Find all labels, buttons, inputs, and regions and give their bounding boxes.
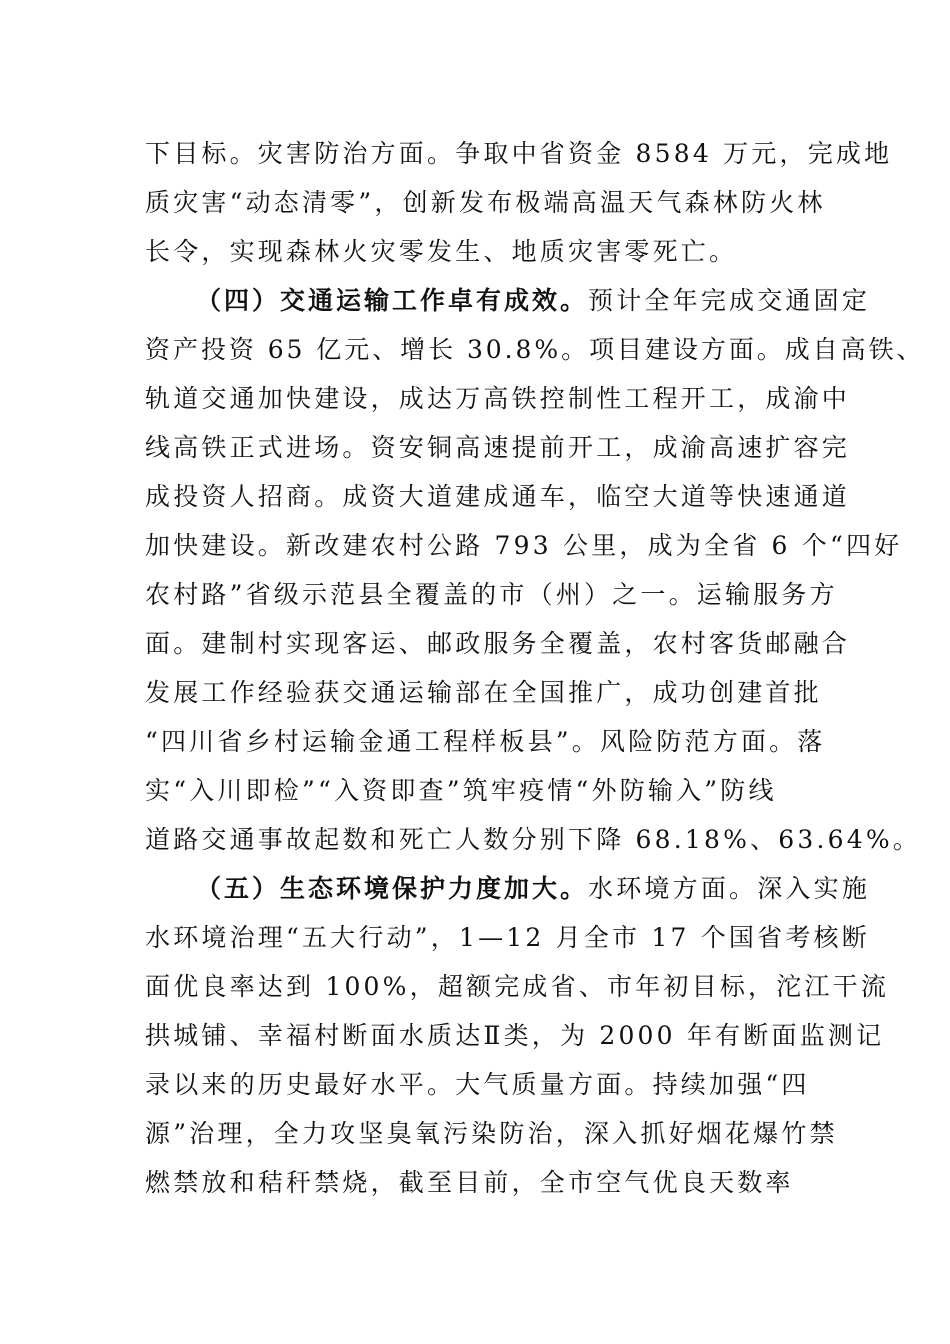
section-4-first-line-text: 预计全年完成交通固定: [588, 286, 871, 315]
section-5-first-line: [196, 869, 870, 909]
text-line: 拱城铺、幸福村断面水质达Ⅱ类，为 2000 年有断面监测记: [145, 1021, 885, 1050]
text-line: 成投资人招商。成资大道建成通车，临空大道等快速通道: [145, 482, 851, 511]
text-line: 实“入川即检”“入资即查”筑牢疫情“外防输入”防线: [145, 776, 777, 805]
section-5-heading: （五）生态环境保护力度加大。: [196, 874, 589, 903]
text-line: 发展工作经验获交通运输部在全国推广，成功创建首批: [145, 678, 822, 707]
section-4-heading: （四）交通运输工作卓有成效。: [196, 286, 589, 315]
section-5-first-line-text: 水环境方面。深入实施: [588, 874, 871, 903]
text-line: 下目标。灾害防治方面。争取中省资金 8584 万元，完成地: [145, 139, 893, 168]
text-line: 录以来的历史最好水平。大气质量方面。持续加强“四: [145, 1070, 810, 1099]
text-line: “四川省乡村运输金通工程样板县”。风险防范方面。落: [145, 727, 826, 756]
text-line: 资产投资 65 亿元、增长 30.8%。项目建设方面。成自高铁、: [145, 335, 925, 364]
text-line: 道路交通事故起数和死亡人数分别下降 68.18%、63.64%。: [145, 825, 921, 854]
text-line: 面优良率达到 100%，超额完成省、市年初目标，沱江干流: [145, 972, 890, 1001]
text-line: 燃禁放和秸秆禁烧，截至目前，全市空气优良天数率: [145, 1168, 794, 1197]
text-line: 源”治理，全力攻坚臭氧污染防治，深入抓好烟花爆竹禁: [145, 1119, 838, 1148]
text-line: 水环境治理“五大行动”，1—12 月全市 17 个国省考核断: [145, 923, 870, 952]
text-line: 质灾害“动态清零”，创新发布极端高温天气森林防火林: [145, 188, 826, 217]
text-line: 轨道交通加快建设，成达万高铁控制性工程开工，成渝中: [145, 384, 851, 413]
section-4-first-line: [196, 281, 870, 321]
text-line: 线高铁正式进场。资安铜高速提前开工，成渝高速扩容完: [145, 433, 851, 462]
text-line: 面。建制村实现客运、邮政服务全覆盖，农村客货邮融合: [145, 629, 851, 658]
text-line: 农村路”省级示范县全覆盖的市（州）之一。运输服务方: [145, 580, 838, 609]
text-line: 长令，实现森林火灾零发生、地质灾害零死亡。: [145, 237, 738, 266]
text-line: 加快建设。新改建农村公路 793 公里，成为全省 6 个“四好: [145, 531, 903, 560]
